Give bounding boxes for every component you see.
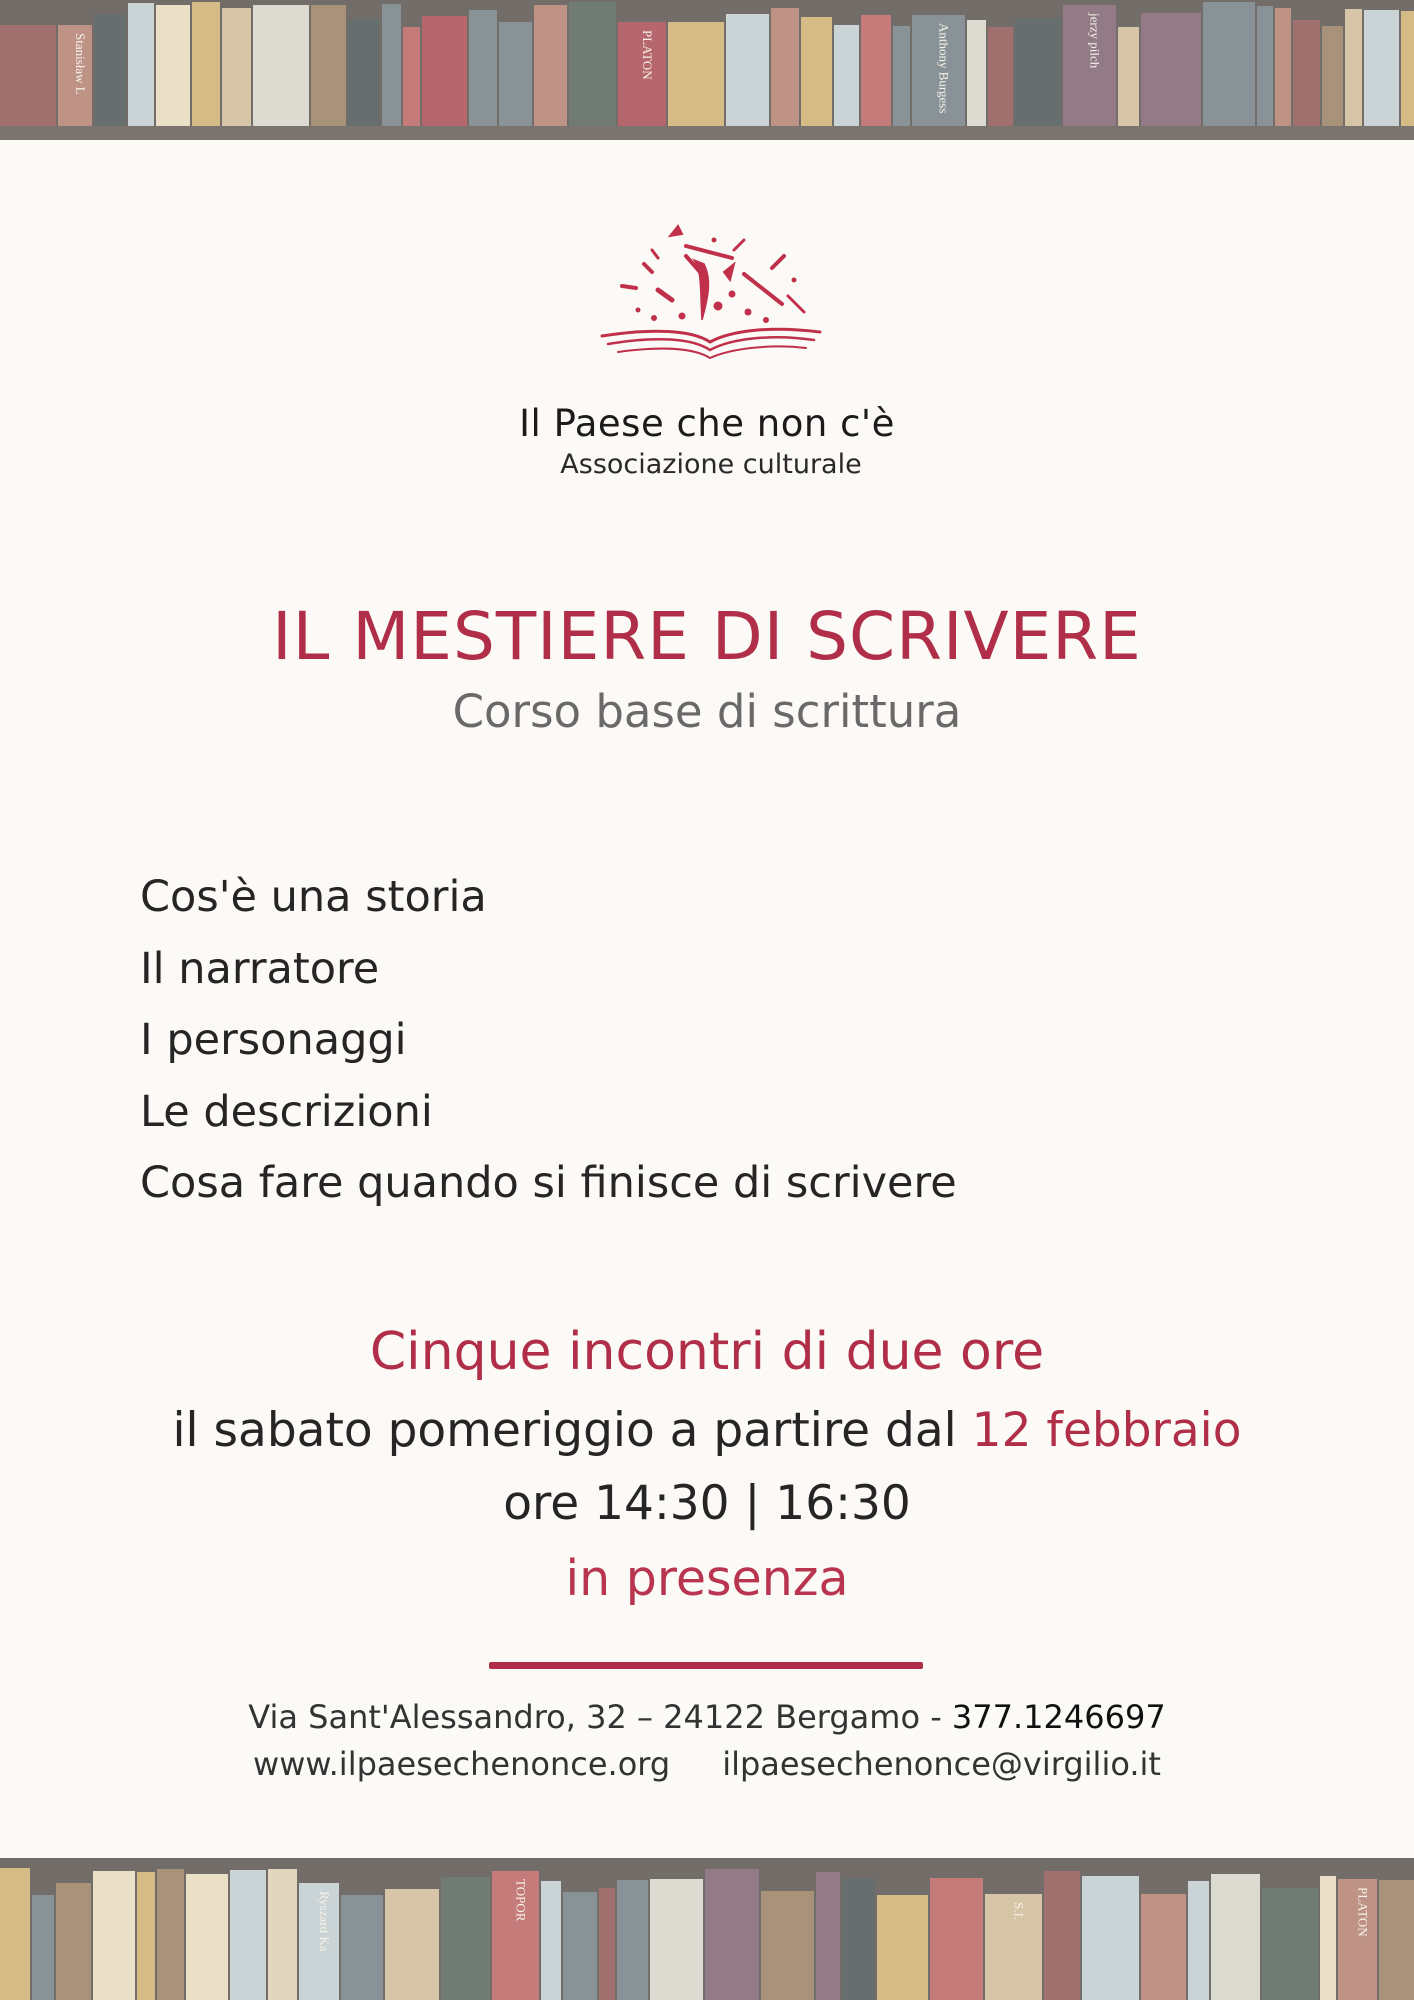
web-contact-line (0, 1745, 1414, 1783)
course-title: IL MESTIERE DI SCRIVERE (272, 598, 1142, 675)
organization-subtitle: Associazione culturale (560, 449, 862, 480)
topic-item: I personaggi (140, 1015, 407, 1065)
organization-name: Il Paese che non c'è (519, 402, 895, 445)
schedule-day-text: il sabato pomeriggio a partire dal (172, 1403, 957, 1458)
attendance-mode: in presenza (565, 1550, 849, 1607)
bookshelf-top-image (0, 0, 1414, 140)
topic-list (140, 862, 957, 1220)
email-link[interactable]: ilpaesechenonce@virgilio.it (722, 1745, 1161, 1783)
book-spine-label: PLATON (1355, 1887, 1371, 1937)
bookshelf-bottom-graphic (0, 1858, 1414, 2000)
schedule-day-line (0, 1403, 1414, 1458)
address-text: Via Sant'Alessandro, 32 – 24122 Bergamo - (248, 1698, 942, 1736)
organization-logo (582, 220, 832, 380)
book-spine-label: PLATON (640, 30, 655, 80)
book-spine-label: Ryszard Ka (317, 1891, 332, 1952)
book-spine-label: S.I. (1011, 1902, 1027, 1921)
open-book-splash-icon (582, 220, 832, 380)
divider-line (489, 1662, 923, 1669)
schedule-time: ore 14:30 | 16:30 (503, 1476, 911, 1531)
topic-item: Le descrizioni (140, 1086, 433, 1137)
address-line (0, 1698, 1414, 1736)
bookshelf-bottom-image (0, 1858, 1414, 2000)
start-date: 12 febbraio (971, 1403, 1242, 1458)
meetings-info: Cinque incontri di due ore (369, 1322, 1045, 1382)
book-spine-label: jerzy pilch (1087, 13, 1103, 69)
bookshelf-top-graphic (0, 0, 1414, 140)
book-spine-label: Anthony Burgess (936, 23, 952, 114)
topic-item: Cos'è una storia (140, 872, 487, 922)
course-subtitle: Corso base di scrittura (452, 685, 962, 738)
topic-item: Cosa fare quando si finisce di scrivere (140, 1158, 957, 1208)
website-link[interactable]: www.ilpaesechenonce.org (253, 1745, 671, 1783)
phone-number: 377.1246697 (951, 1698, 1166, 1736)
book-spine-label: TOPOR (513, 1879, 529, 1922)
topic-item: Il narratore (140, 943, 380, 994)
book-spine-label: Stanisław L (73, 33, 88, 95)
